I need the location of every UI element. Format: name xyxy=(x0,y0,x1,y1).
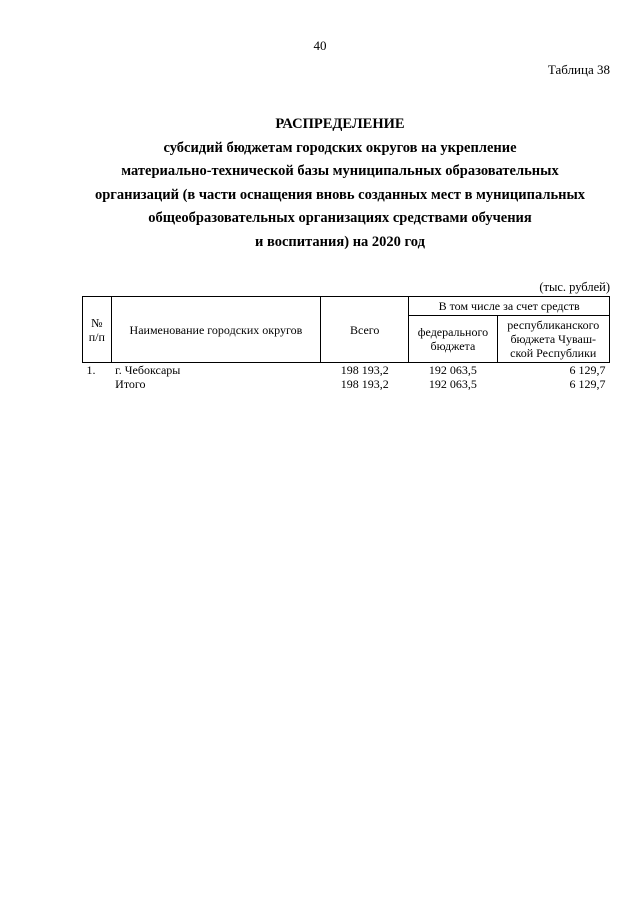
header-republic xyxy=(497,316,610,363)
page-number: 40 xyxy=(313,38,327,53)
cell-federal: 192 063,5 xyxy=(428,377,477,391)
title-line: субсидий бюджетам городских округов на укрепление xyxy=(163,139,517,156)
header-num-line2: п/п xyxy=(88,329,105,344)
title-line: организаций (в части оснащения вновь созданных мест в муниципальных xyxy=(94,186,586,203)
title-line: материально-технической базы муниципальных образовательных xyxy=(121,163,559,179)
document-title xyxy=(60,113,620,254)
table-row-total xyxy=(83,377,610,391)
table-label: Таблица 38 xyxy=(547,62,610,77)
cell-federal: 192 063,5 xyxy=(428,363,477,377)
cell-num xyxy=(83,377,112,391)
title-line: общеобразовательных организациях средствами обучения xyxy=(148,210,532,226)
header-federal-line2: бюджета xyxy=(430,339,476,353)
header-num xyxy=(83,297,112,363)
header-group: В том числе за счет средств xyxy=(409,297,610,316)
cell-name: г. Чебоксары xyxy=(115,363,181,377)
subsidy-table xyxy=(82,296,610,391)
cell-republic: 6 129,7 xyxy=(569,363,606,377)
cell-total: 198 193,2 xyxy=(340,377,389,391)
cell-total: 198 193,2 xyxy=(340,363,389,377)
units-note: (тыс. рублей) xyxy=(539,280,610,294)
title-line: РАСПРЕДЕЛЕНИЕ xyxy=(275,116,405,132)
header-federal-line1: федерального xyxy=(417,325,489,339)
header-total: Всего xyxy=(321,297,409,363)
header-republic-line3: ской Республики xyxy=(510,346,597,360)
header-republic-line2: бюджета Чуваш- xyxy=(510,332,597,346)
header-name: Наименование городских округов xyxy=(111,297,320,363)
header-federal xyxy=(409,316,497,363)
cell-name: Итого xyxy=(115,377,146,391)
header-republic-line1: республиканского xyxy=(507,318,600,332)
header-num-line1: № xyxy=(91,315,103,330)
title-line: и воспитания) на 2020 год xyxy=(255,233,425,250)
cell-republic: 6 129,7 xyxy=(569,377,606,391)
table-header-row xyxy=(83,297,610,316)
table-row xyxy=(83,363,610,378)
cell-num: 1. xyxy=(86,363,96,377)
